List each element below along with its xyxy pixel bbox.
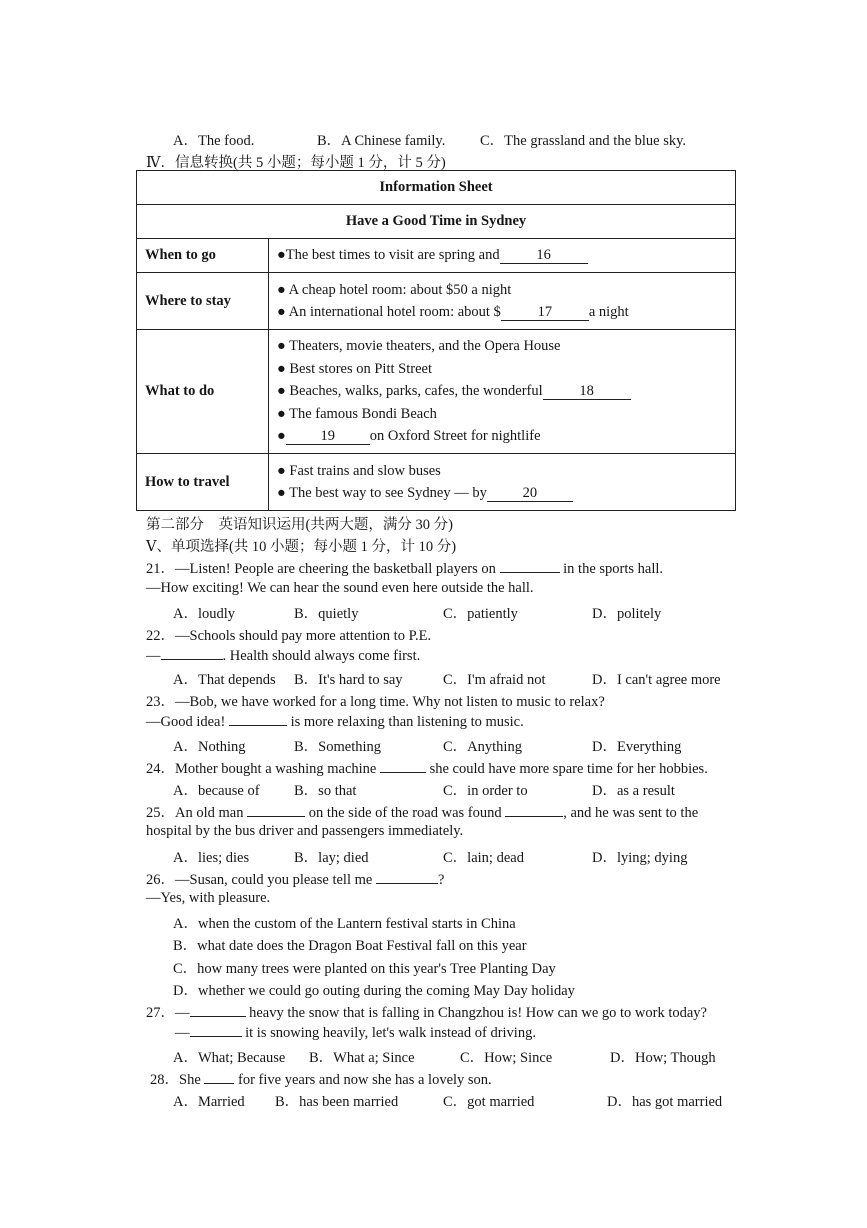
option-b[interactable]: B．What a; Since: [309, 1050, 415, 1066]
bullet-line: ● The famous Bondi Beach: [277, 405, 437, 422]
question-25: 25．An old man on the side of the road was found , and he was sent to the: [146, 805, 699, 821]
table-subtitle: Have a Good Time in Sydney: [137, 205, 736, 239]
option-d[interactable]: D．I can't agree more: [592, 672, 721, 688]
question-21: 21．—Listen! People are cheering the basketball players on in the sports hall.: [146, 561, 664, 577]
option-b[interactable]: B．so that: [294, 783, 357, 799]
question-23-line-2: —Good idea! is more relaxing than listening to music.: [146, 714, 524, 730]
bullet-line: ● Theaters, movie theaters, and the Opera House: [277, 338, 561, 355]
option-a[interactable]: A．Nothing: [173, 739, 246, 755]
question-23: 23．—Bob, we have worked for a long time. Why not listen to music to relax?: [146, 694, 605, 710]
answer-blank[interactable]: [500, 559, 560, 573]
option-d[interactable]: D．Everything: [592, 739, 682, 755]
question-26-line-2: —Yes, with pleasure.: [146, 890, 271, 906]
row-content: [269, 330, 736, 454]
option-d[interactable]: D．as a result: [592, 783, 675, 799]
option-b[interactable]: B．Something: [294, 739, 382, 755]
option-a[interactable]: A．Married: [173, 1094, 245, 1110]
option-b[interactable]: B．quietly: [294, 606, 359, 622]
bullet-line: ● Beaches, walks, parks, cafes, the wonderful 18: [277, 380, 727, 403]
question-25-line-2: hospital by the bus driver and passengers immediately.: [146, 823, 464, 839]
section-4-title: Ⅳ．信息转换(共 5 小题；每小题 1 分，计 5 分): [146, 155, 446, 171]
row-label: How to travel: [137, 454, 269, 511]
option-d[interactable]: D．has got married: [607, 1094, 723, 1110]
row-label: Where to stay: [137, 273, 269, 330]
row-content: [269, 273, 736, 330]
option-c[interactable]: C．lain; dead: [443, 850, 524, 866]
answer-blank-20[interactable]: 20: [487, 486, 573, 502]
bullet-line: ● A cheap hotel room: about $50 a night: [277, 281, 512, 298]
option-a[interactable]: A．That depends: [173, 672, 276, 688]
option-a[interactable]: A．when the custom of the Lantern festival starts in China: [173, 916, 516, 932]
option-a[interactable]: A．lies; dies: [173, 850, 250, 866]
option-c[interactable]: C．in order to: [443, 783, 528, 799]
row-content: [269, 454, 736, 511]
row-content: [269, 239, 736, 273]
bullet-line: ● The best way to see Sydney — by 20: [277, 482, 727, 505]
part-2-title: 第二部分 英语知识运用(共两大题，满分 30 分): [146, 517, 453, 533]
option-b[interactable]: B．what date does the Dragon Boat Festival fall on this year: [173, 938, 527, 954]
option-d[interactable]: D．politely: [592, 606, 662, 622]
answer-blank[interactable]: [247, 803, 305, 817]
answer-blank-16[interactable]: 16: [500, 248, 588, 264]
question-21-line-2: —How exciting! We can hear the sound even here outside the hall.: [146, 580, 534, 596]
option-d[interactable]: D．lying; dying: [592, 850, 688, 866]
answer-blank[interactable]: [190, 1023, 242, 1037]
option-c[interactable]: C．How; Since: [460, 1050, 553, 1066]
answer-blank[interactable]: [380, 759, 426, 773]
answer-blank[interactable]: [229, 712, 287, 726]
option-c[interactable]: C．I'm afraid not: [443, 672, 546, 688]
option-c: C．The grassland and the blue sky.: [480, 133, 687, 149]
option-b[interactable]: B．It's hard to say: [294, 672, 403, 688]
option-c[interactable]: C．how many trees were planted on this year's Tree Planting Day: [173, 961, 556, 977]
option-a: A．The food.: [173, 133, 255, 149]
information-sheet-table: [136, 170, 736, 511]
question-22: 22．—Schools should pay more attention to P.E.: [146, 628, 432, 644]
option-c[interactable]: C．Anything: [443, 739, 522, 755]
answer-blank-18[interactable]: 18: [543, 384, 631, 400]
row-label: What to do: [137, 330, 269, 454]
row-label: When to go: [137, 239, 269, 273]
option-a[interactable]: A．What; Because: [173, 1050, 286, 1066]
option-c[interactable]: C．patiently: [443, 606, 518, 622]
table-row: [137, 330, 736, 454]
option-d[interactable]: D．How; Though: [610, 1050, 716, 1066]
question-27: 27．— heavy the snow that is falling in Changzhou is! How can we go to work today?: [146, 1005, 707, 1021]
table-row: [137, 454, 736, 511]
answer-blank[interactable]: [376, 870, 438, 884]
question-24: 24．Mother bought a washing machine she could have more spare time for her hobbies.: [146, 761, 708, 777]
option-b[interactable]: B．lay; died: [294, 850, 369, 866]
question-27-line-2: — it is snowing heavily, let's walk instead of driving.: [175, 1025, 536, 1041]
answer-blank[interactable]: [161, 646, 223, 660]
option-a[interactable]: A．loudly: [173, 606, 236, 622]
answer-blank[interactable]: [190, 1003, 246, 1017]
bullet-line: ● Fast trains and slow buses: [277, 462, 441, 479]
bullet-line: ●The best times to visit are spring and 16: [277, 244, 727, 267]
bullet-line: ● Best stores on Pitt Street: [277, 360, 432, 377]
answer-blank[interactable]: [204, 1070, 234, 1084]
option-a[interactable]: A．because of: [173, 783, 260, 799]
answer-blank-19[interactable]: 19: [286, 429, 370, 445]
question-28: 28．She for five years and now she has a lovely son.: [150, 1072, 492, 1088]
table-row: [137, 239, 736, 273]
section-5-title: Ⅴ、单项选择(共 10 小题；每小题 1 分，计 10 分): [146, 539, 457, 555]
answer-blank[interactable]: [505, 803, 563, 817]
bullet-line: ● 19 on Oxford Street for nightlife: [277, 428, 541, 445]
table-row: [137, 273, 736, 330]
question-22-line-2: — . Health should always come first.: [146, 648, 421, 664]
option-b: B．A Chinese family.: [317, 133, 446, 149]
option-c[interactable]: C．got married: [443, 1094, 535, 1110]
question-26: 26．—Susan, could you please tell me ?: [146, 872, 445, 888]
table-title: Information Sheet: [137, 171, 736, 205]
option-b[interactable]: B．has been married: [275, 1094, 399, 1110]
option-d[interactable]: D．whether we could go outing during the coming May Day holiday: [173, 983, 575, 999]
bullet-line: ● An international hotel room: about $ 17 a night: [277, 304, 629, 320]
answer-blank-17[interactable]: 17: [501, 305, 589, 321]
